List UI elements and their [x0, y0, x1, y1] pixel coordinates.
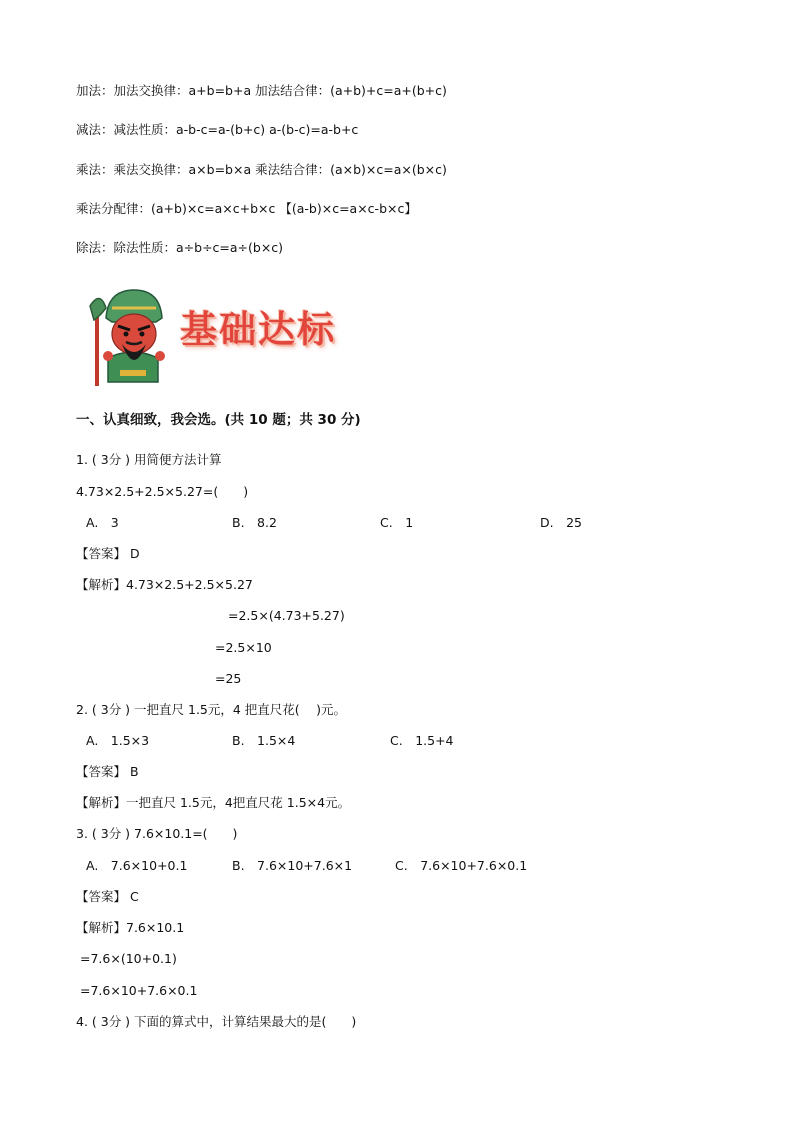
- banner-title: 基础达标: [180, 308, 336, 351]
- question-4-stem: 4. ( 3分 ) 下面的算式中，计算结果最大的是( ): [76, 1014, 357, 1029]
- question-3-explanation-1: 【解析】7.6×10.1: [76, 920, 185, 935]
- question-3-stem: 3. ( 3分 ) 7.6×10.1=( ): [76, 826, 238, 841]
- question-1-option-d[interactable]: D. 25: [540, 515, 583, 530]
- section-heading: 一、认真细致，我会选。(共 10 题；共 30 分): [76, 412, 361, 428]
- question-2-option-c[interactable]: C. 1.5+4: [390, 733, 454, 748]
- question-1-expression: 4.73×2.5+2.5×5.27=( ): [76, 484, 249, 499]
- question-3-explanation-2: =7.6×(10+0.1): [80, 951, 177, 966]
- rule-subtraction: 减法：减法性质：a-b-c=a-(b+c) a-(b-c)=a-b+c: [76, 122, 359, 137]
- guan-yu-mascot-icon: [86, 286, 178, 388]
- question-3-option-b[interactable]: B. 7.6×10+7.6×1: [232, 858, 353, 873]
- question-1-explanation-3: =2.5×10: [215, 640, 272, 655]
- rule-division: 除法：除法性质：a÷b÷c=a÷(b×c): [76, 240, 284, 255]
- question-1-option-c[interactable]: C. 1: [380, 515, 414, 530]
- question-2-option-b[interactable]: B. 1.5×4: [232, 733, 296, 748]
- question-2-stem: 2. ( 3分 ) 一把直尺 1.5元，4 把直尺花( )元。: [76, 702, 347, 717]
- question-2-answer: 【答案】 B: [76, 764, 139, 779]
- rule-multiplication: 乘法：乘法交换律：a×b=b×a 乘法结合律：(a×b)×c=a×(b×c): [76, 162, 447, 177]
- question-3-answer: 【答案】 C: [76, 889, 139, 904]
- question-1-option-b[interactable]: B. 8.2: [232, 515, 277, 530]
- question-3-option-c[interactable]: C. 7.6×10+7.6×0.1: [395, 858, 528, 873]
- rule-addition: 加法：加法交换律：a+b=b+a 加法结合律：(a+b)+c=a+(b+c): [76, 83, 447, 98]
- question-3-option-a[interactable]: A. 7.6×10+0.1: [86, 858, 188, 873]
- question-1-answer: 【答案】 D: [76, 546, 140, 561]
- question-1-explanation-1: 【解析】4.73×2.5+2.5×5.27: [76, 577, 253, 592]
- question-2-option-a[interactable]: A. 1.5×3: [86, 733, 150, 748]
- question-3-explanation-3: =7.6×10+7.6×0.1: [80, 983, 198, 998]
- question-1-option-a[interactable]: A. 3: [86, 515, 119, 530]
- question-1-explanation-2: =2.5×(4.73+5.27): [228, 608, 345, 623]
- question-1-explanation-4: =25: [215, 671, 242, 686]
- section-banner: [86, 286, 376, 388]
- question-2-explanation-1: 【解析】一把直尺 1.5元，4把直尺花 1.5×4元。: [76, 795, 351, 810]
- question-1-stem: 1. ( 3分 ) 用简便方法计算: [76, 452, 222, 467]
- rule-distribution: 乘法分配律：(a+b)×c=a×c+b×c 【(a-b)×c=a×c-b×c】: [76, 201, 417, 216]
